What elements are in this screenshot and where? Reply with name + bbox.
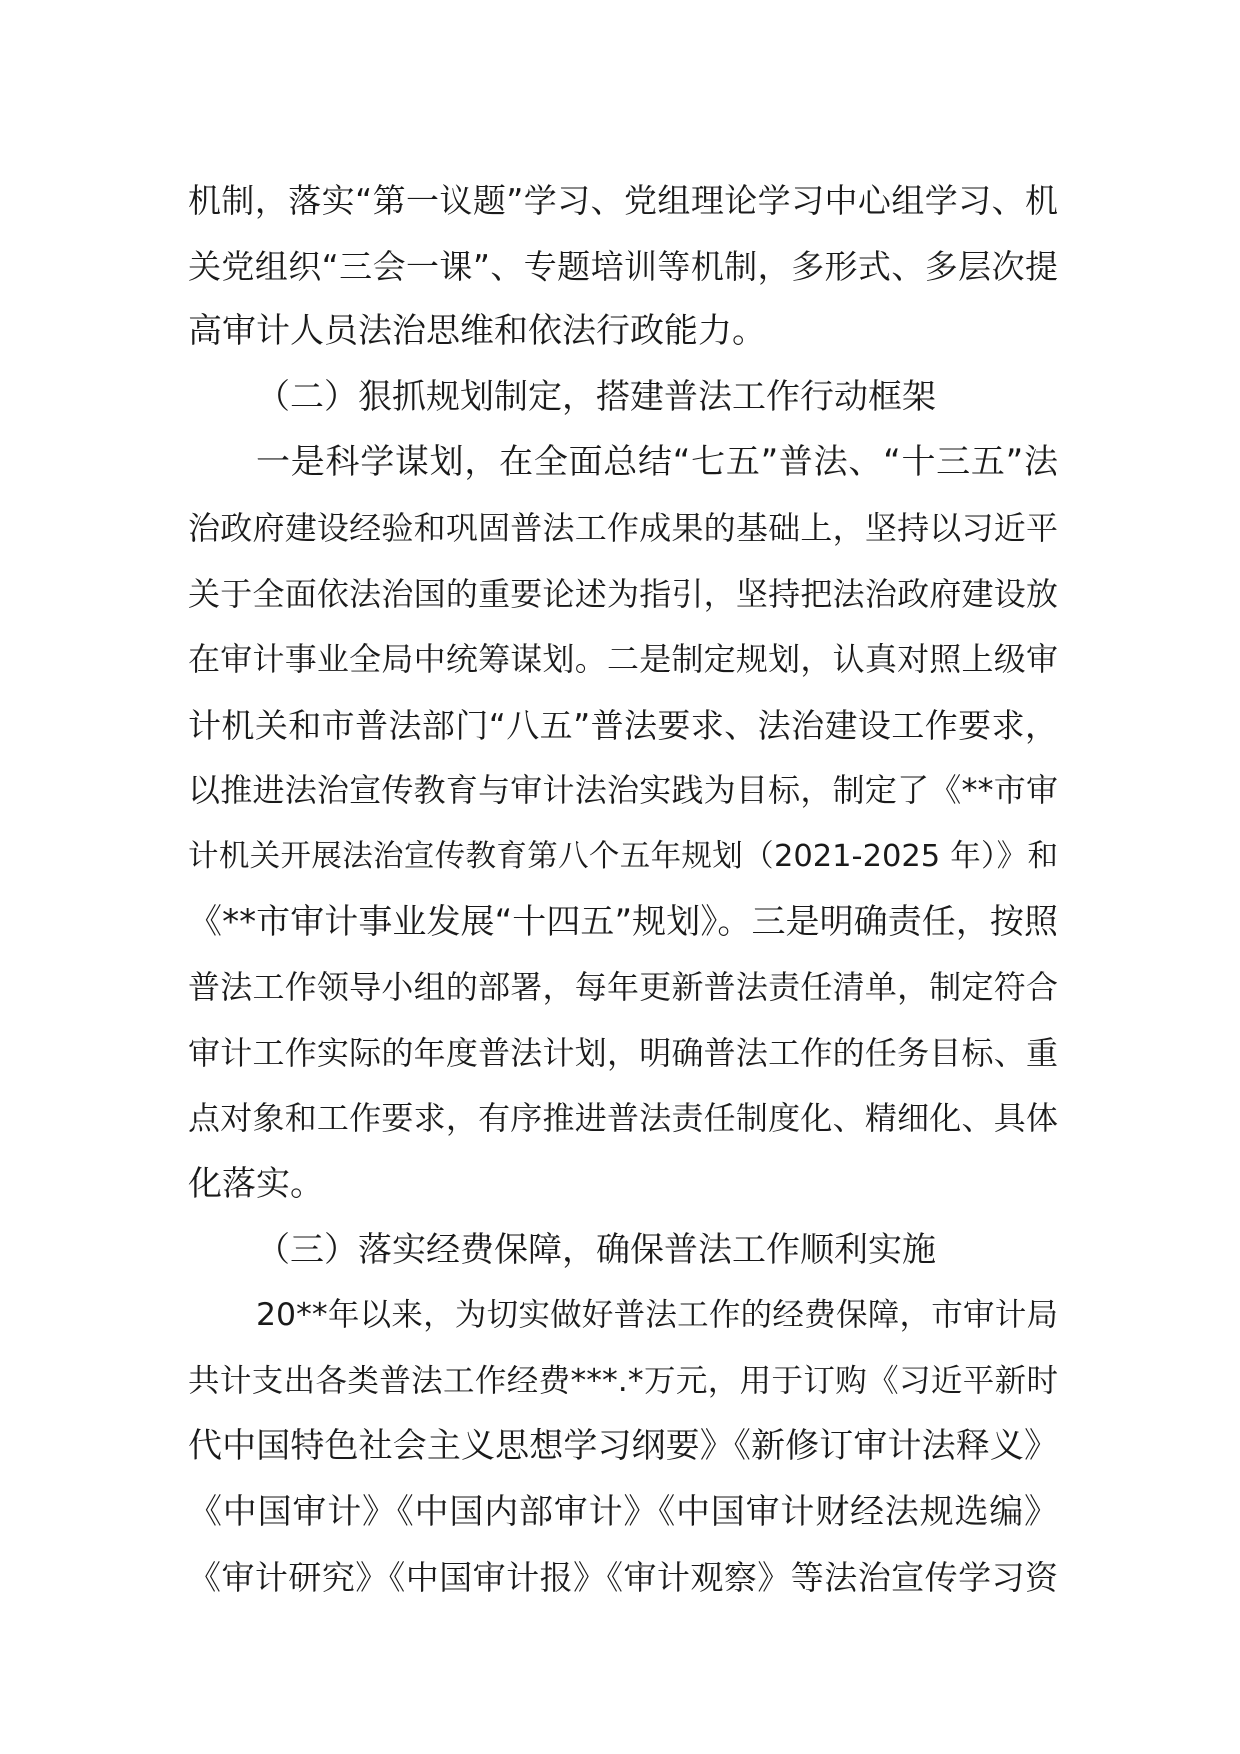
text-line: 《审计研究》《中国审计报》《审计观察》等法治宣传学习资 bbox=[188, 1558, 1058, 1598]
text-line: 机制，落实“第一议题”学习、党组理论学习中心组学习、机 bbox=[188, 181, 1058, 220]
text-line: 一是科学谋划，在全面总结“七五”普法、“十三五”法 bbox=[256, 442, 1058, 483]
text-line: 《**市审计事业发展“十四五”规划》。三是明确责任，按照 bbox=[188, 901, 1058, 942]
text-line: 点对象和工作要求，有序推进普法责任制度化、精细化、具体 bbox=[188, 1099, 1058, 1138]
text-line: 代中国特色社会主义思想学习纲要》《新修订审计法释义》 bbox=[188, 1426, 1058, 1467]
text-line: 计机关开展法治宣传教育第八个五年规划（2021-2025 年）》和 bbox=[188, 838, 1058, 874]
section-heading: （二）狠抓规划制定，搭建普法工作行动框架 bbox=[256, 376, 936, 417]
text-line: 共计支出各类普法工作经费***.*万元，用于订购《习近平新时 bbox=[188, 1362, 1058, 1399]
body-text bbox=[188, 168, 1058, 1611]
text-line: 化落实。 bbox=[188, 1163, 324, 1204]
text-line: 高审计人员法治思维和依法行政能力。 bbox=[188, 311, 766, 352]
text-line: 《中国审计》《中国内部审计》《中国审计财经法规选编》 bbox=[188, 1491, 1058, 1532]
text-line: 普法工作领导小组的部署，每年更新普法责任清单，制定符合 bbox=[188, 968, 1058, 1007]
text-line: 审计工作实际的年度普法计划，明确普法工作的任务目标、重 bbox=[188, 1033, 1058, 1072]
text-line: 计机关和市普法部门“八五”普法要求、法治建设工作要求， bbox=[188, 705, 1058, 745]
text-line: 关于全面依法治国的重要论述为指引，坚持把法治政府建设放 bbox=[188, 574, 1058, 613]
text-line: 20**年以来，为切实做好普法工作的经费保障，市审计局 bbox=[256, 1297, 1058, 1334]
text-line: 关党组织“三会一课”、专题培训等机制，多形式、多层次提 bbox=[188, 246, 1058, 286]
text-line: 治政府建设经验和巩固普法工作成果的基础上，坚持以习近平 bbox=[188, 508, 1058, 547]
text-line: 在审计事业全局中统筹谋划。二是制定规划，认真对照上级审 bbox=[188, 640, 1058, 679]
section-heading: （三）落实经费保障，确保普法工作顺利实施 bbox=[256, 1229, 936, 1270]
text-line: 以推进法治宣传教育与审计法治实践为目标，制定了《**市审 bbox=[188, 771, 1058, 810]
